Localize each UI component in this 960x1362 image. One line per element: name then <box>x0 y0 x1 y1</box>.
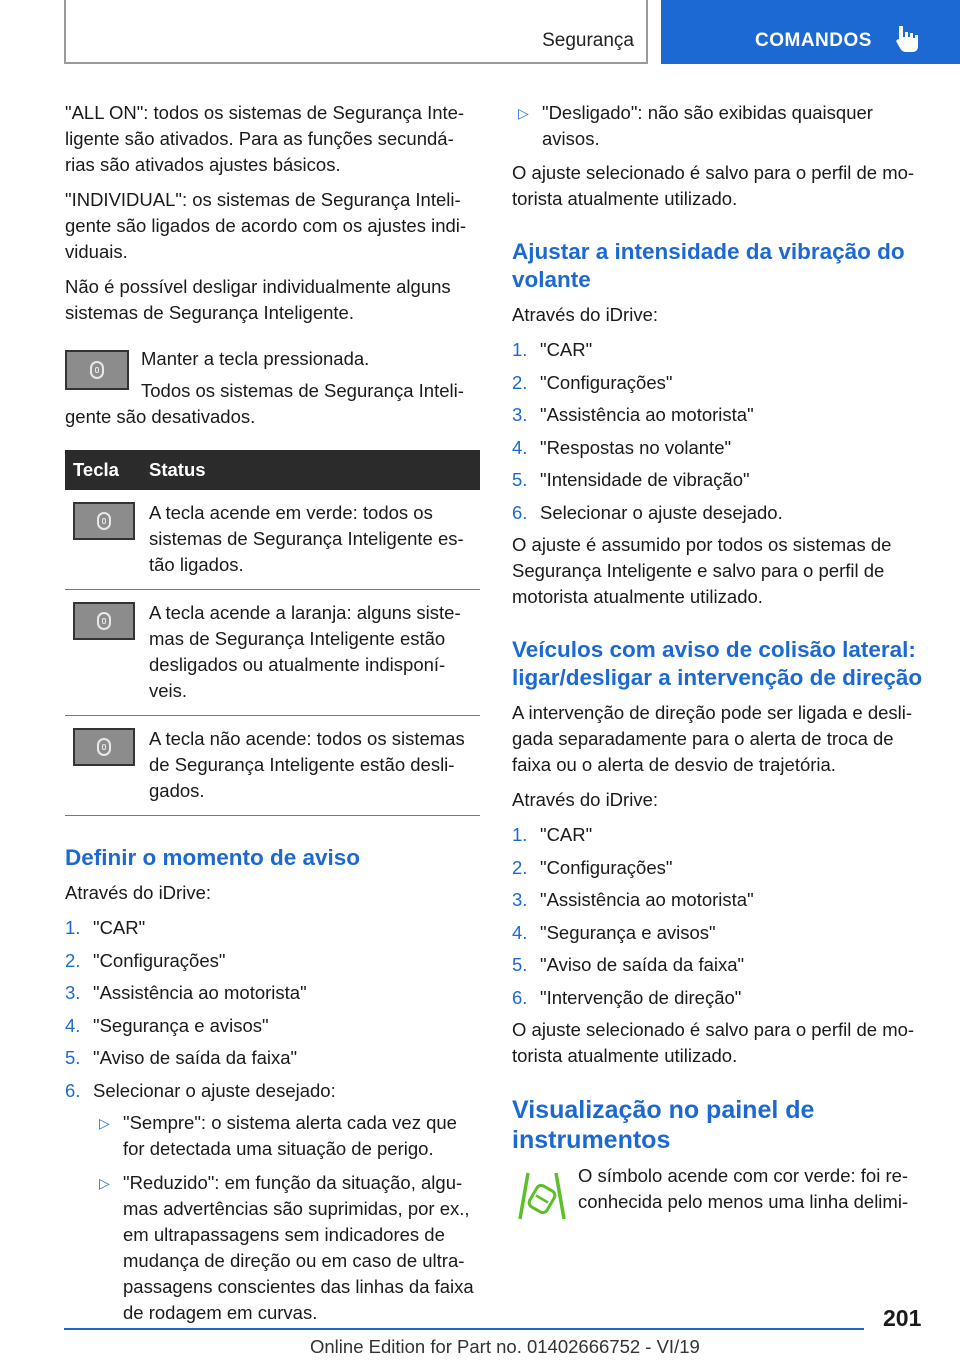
warning-options-continued <box>512 100 928 152</box>
list-item: 4. "Respostas no volante" <box>512 436 732 458</box>
heading-instrument-display: Visualização no painel de instrumentos <box>512 1096 815 1154</box>
table-row <box>65 716 480 816</box>
header-chapter-title: COMANDOS <box>755 30 872 51</box>
list-item: 6. Selecionar o ajuste desejado. <box>512 501 783 523</box>
list-item: 4. "Segurança e avisos" <box>512 921 716 943</box>
lateral-steps-list <box>512 822 928 1011</box>
safety-key-off-icon <box>73 728 135 766</box>
list-item: 4. "Segurança e avisos" <box>65 1014 269 1036</box>
list-item: 1. "CAR" <box>512 339 593 360</box>
triangle-bullet-icon: ▷ <box>518 105 529 121</box>
via-idrive-text: Através do iDrive: <box>512 304 658 325</box>
table-row <box>65 590 480 716</box>
saved-profile-text: O ajuste selecionado é salvo para o perfil de mo-torista atualmente utilizado. <box>512 162 915 209</box>
triangle-bullet-icon: ▷ <box>99 1174 110 1191</box>
table-cell-status: A tecla acende a laranja: alguns siste-mas de Segurança Inteligente estão desligados ou atualmente indisponí-veis. <box>141 590 480 716</box>
header-section-title: Segurança <box>542 30 634 51</box>
list-item: 1. "CAR" <box>512 824 593 845</box>
list-item: ▷ "Sempre": o sistema alerta cada vez que for detectada uma situação de perigo. <box>99 1111 457 1159</box>
page-number: 201 <box>883 1305 922 1331</box>
list-item: 3. "Assistência ao motorista" <box>65 982 307 1003</box>
list-item: 6. "Intervenção de direção" <box>512 986 742 1008</box>
heading-lateral-collision: Veículos com aviso de colisão lateral: ligar/desligar a intervenção de direção <box>512 637 923 690</box>
list-item: 3. "Assistência ao motorista" <box>512 404 754 425</box>
display-symbol-row <box>512 1163 928 1215</box>
lane-assist-icon <box>518 1169 566 1221</box>
key-hold-text: Manter a tecla pressionada. <box>141 348 370 369</box>
table-row <box>65 490 480 590</box>
display-symbol-text: O símbolo acende com cor verde: foi re-conhecida pelo menos uma linha delimi- <box>578 1165 909 1212</box>
paragraph-individual: "INDIVIDUAL": os sistemas de Segurança Inteli-gente são ligados de acordo com os ajustes indi-viduais. <box>65 189 467 262</box>
safety-key-green-icon <box>73 502 135 540</box>
key-result-text: Todos os sistemas de Segurança Inteli-gente são desativados. <box>65 380 464 427</box>
warning-options-list <box>93 1110 480 1326</box>
lateral-text: A intervenção de direção pode ser ligada e desli-gada separadamente para o alerta de troca de faixa ou o alerta de desvio de trajetória. <box>512 702 913 775</box>
paragraph-all-on: "ALL ON": todos os sistemas de Segurança Inte-ligente são ativados. Para as funções secundá-rias são ativados ajustes básicos. <box>65 102 465 175</box>
footer-divider <box>64 1328 864 1330</box>
table-header-status: Status <box>141 450 480 490</box>
safety-key-orange-icon <box>73 602 135 640</box>
table-header-key: Tecla <box>65 450 141 490</box>
via-idrive-text: Através do iDrive: <box>512 789 658 810</box>
paragraph-not-possible: Não é possível desligar individualmente alguns sistemas de Segurança Inteligente. <box>65 276 451 323</box>
list-item: 5. "Aviso de saída da faixa" <box>512 954 745 975</box>
assumed-text: O ajuste é assumido por todos os sistemas de Segurança Inteligente e salvo para o perfil de motorista atualmente utilizado. <box>512 534 892 607</box>
list-item: 2. "Configurações" <box>512 371 673 393</box>
list-item: ▷ "Reduzido": em função da situação, algu-mas advertências são suprimidas, por ex., em ultrapassagens sem indicadores de mudança de direção ou em caso de ultra-passagens conscientes das linhas da faixa de rodagem em curvas. <box>99 1171 474 1323</box>
list-item: 2. "Configurações" <box>65 949 226 971</box>
heading-vibration: Ajustar a intensidade da vibração do volante <box>512 239 905 292</box>
triangle-bullet-icon: ▷ <box>99 1114 110 1131</box>
header-section-box <box>64 0 648 64</box>
footer-edition: Online Edition for Part no. 01402666752 - VI/19 <box>310 1336 700 1357</box>
list-item: 6. Selecionar o ajuste desejado: ▷ "Sempre": o sistema alerta cada vez que for detectada uma situação de perigo. ▷ "Reduzido": em função da situação, algu-mas advertências são suprimidas, por ex., em ultrapassagens sem indicadores de mudança de direção ou em caso de ultra-passagens conscientes das linhas da faixa de rodagem em curvas. <box>65 1078 480 1326</box>
pointing-hand-icon <box>895 24 921 54</box>
right-column <box>512 100 928 1224</box>
safety-key-icon <box>65 350 129 390</box>
table-cell-status: A tecla acende em verde: todos os sistemas de Segurança Inteligente es-tão ligados. <box>141 490 480 590</box>
left-column <box>65 100 480 1334</box>
key-instruction <box>65 346 480 430</box>
heading-warning-time: Definir o momento de aviso <box>65 845 361 870</box>
via-idrive-text: Através do iDrive: <box>65 882 211 903</box>
vibration-steps-list <box>512 337 928 526</box>
table-cell-status: A tecla não acende: todos os sistemas de Segurança Inteligente estão desli-gados. <box>141 716 480 816</box>
list-item: 3. "Assistência ao motorista" <box>512 889 754 910</box>
list-item: 5. "Aviso de saída da faixa" <box>65 1047 298 1068</box>
header-chapter-tab <box>661 0 960 64</box>
key-status-table <box>65 450 480 816</box>
saved-profile-text: O ajuste selecionado é salvo para o perfil de mo-torista atualmente utilizado. <box>512 1019 915 1066</box>
list-item: 5. "Intensidade de vibração" <box>512 469 750 490</box>
list-item: 1. "CAR" <box>65 917 146 938</box>
warning-steps-list <box>65 915 480 1326</box>
list-item: 2. "Configurações" <box>512 856 673 878</box>
list-item: ▷ "Desligado": não são exibidas quaisquer avisos. <box>518 102 873 149</box>
